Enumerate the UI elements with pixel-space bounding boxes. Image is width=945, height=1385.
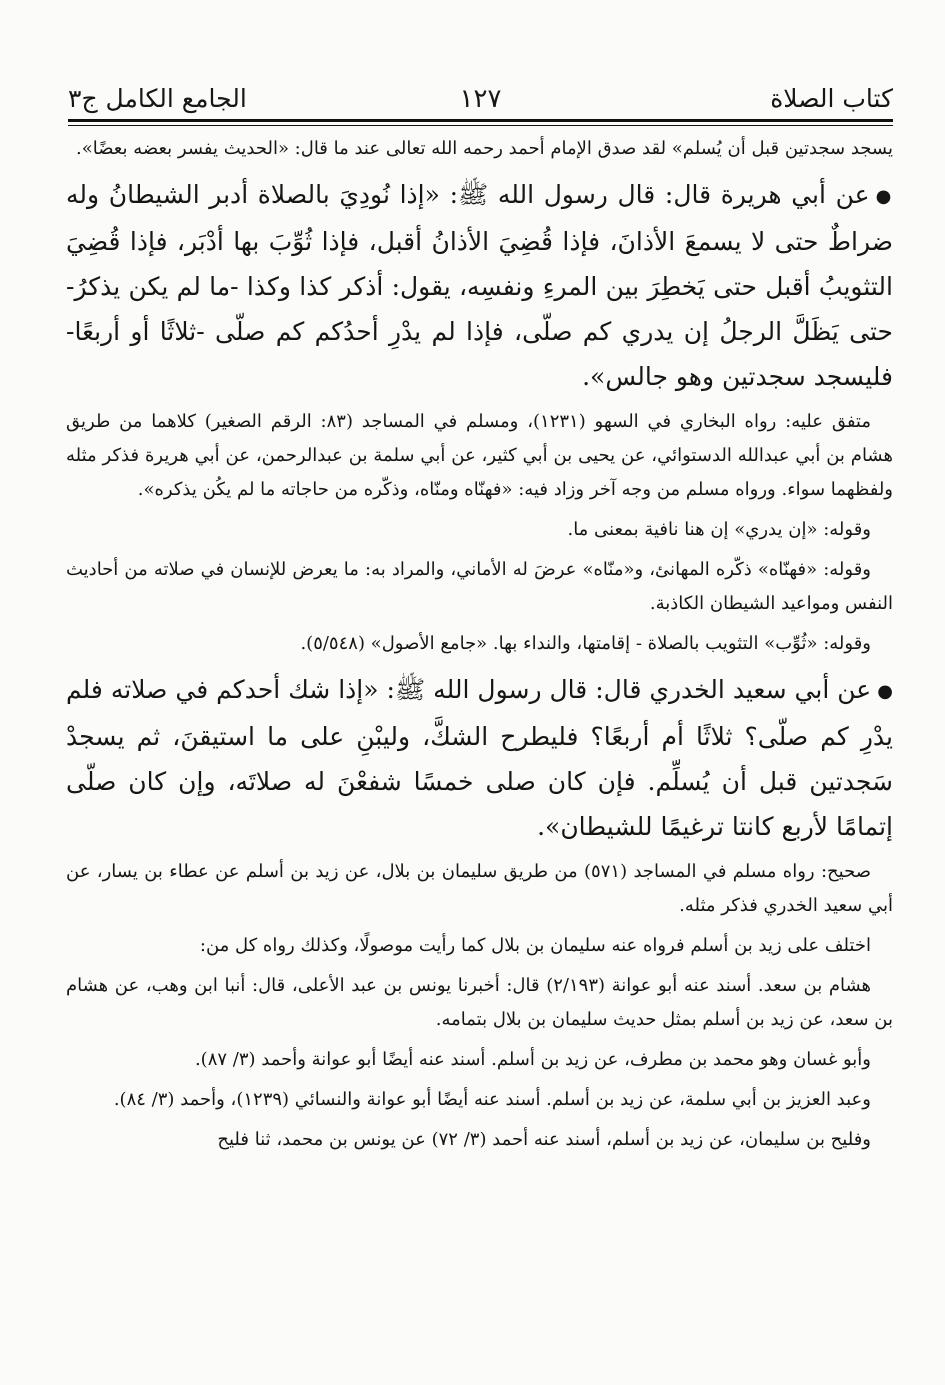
- page-number: ١٢٧: [459, 84, 502, 114]
- volume-title: الجامع الكامل ج٣: [68, 84, 247, 113]
- paragraph: وعبد العزيز بن أبي سلمة، عن زيد بن أسلم. أسند عنه أيضًا أبو عوانة والنسائي (١٢٣٩)، وأحمد (٣/ ٨٤).: [113, 1089, 871, 1110]
- paragraph: وفليح بن سليمان، عن زيد بن أسلم، أسند عنه أحمد (٣/ ٧٢) عن يونس بن محمد، ثنا فليح: [217, 1129, 871, 1150]
- paragraph: يسجد سجدتين قبل أن يُسلم» لقد صدق الإمام أحمد رحمه الله تعالى عند ما قال: «الحديث يفسر بعضه بعضًا».: [75, 138, 893, 159]
- hadith-paragraph: ●عن أبي هريرة قال: قال رسول الله ﷺ: «إذا نُودِيَ بالصلاة أدبر الشيطانُ وله ضراطٌ حتى لا يسمعَ الأذانَ، فإذا قُضِيَ الأذانُ أقبل، فإذا ثُوِّبَ بها أدْبَر، فإذا قُضِيَ التثويبُ أقبل حتى يَخطِرَ بين المرءِ ونفسِه، يقول: أذكر كذا وكذا -ما لم يكن يذكرُ- حتى يَظَلَّ الرجلُ إن يدري كم صلّى، فإذا لم يدْرِ أحدُكم كم صلّى -ثلاثًا أو أربعًا- فليسجد سجدتين وهو جالس».: [66, 180, 893, 391]
- hadith-paragraph: ●عن أبي سعيد الخدري قال: قال رسول الله ﷺ: «إذا شك أحدكم في صلاته فلم يدْرِ كم صلّى؟ ثلاثًا أم أربعًا؟ فليطرح الشكَّ، وليبْنِ على ما استيقنَ، ثم يسجدْ سَجدتين قبل أن يُسلِّم. فإن كان صلى خمسًا شفعْنَ له صلاتَه، وإن كان صلّى إتمامًا لأربع كانتا ترغيمًا للشيطان».: [66, 675, 893, 841]
- paragraph: وقوله: «ثُوِّب» التثويب بالصلاة - إقامتها، والنداء بها. «جامع الأصول» (٥/٥٤٨).: [300, 633, 871, 654]
- takhrij-paragraph: صحيح: رواه مسلم في المساجد (٥٧١) من طريق سليمان بن بلال، عن زيد بن أسلم عن عطاء بن يسار، عن أبي سعيد الخدري فذكر مثله.: [66, 861, 893, 916]
- paragraph: هشام بن سعد. أسند عنه أبو عوانة (٢/١٩٣) قال: أخبرنا يونس بن عبد الأعلى، قال: أنبا ابن وهب، عن هشام بن سعد، عن زيد بن أسلم بمثل حديث سليمان بن بلال بتمامه.: [66, 975, 893, 1030]
- paragraph: وقوله: «فهنّاه» ذكّره المهانئ، و«منّاه» عرضَ له الأماني، والمراد به: ما يعرض للإنسان في صلاته من أحاديث النفس ومواعيد الشيطان الكاذبة.: [66, 559, 893, 614]
- bullet-icon: ●: [875, 186, 893, 207]
- paragraph: وأبو غسان وهو محمد بن مطرف، عن زيد بن أسلم. أسند عنه أيضًا أبو عوانة وأحمد (٣/ ٨٧).: [194, 1049, 871, 1070]
- paragraph: وقوله: «إن يدري» إن هنا نافية بمعنى ما.: [567, 519, 871, 540]
- page-header: [68, 66, 893, 116]
- paragraph: اختلف على زيد بن أسلم فرواه عنه سليمان بن بلال كما رأيت موصولًا، وكذلك رواه كل من:: [199, 935, 871, 956]
- bullet-icon: ●: [877, 681, 893, 702]
- book-title: كتاب الصلاة: [770, 84, 893, 113]
- page-body: [66, 132, 893, 1157]
- header-rule: [68, 119, 893, 126]
- takhrij-paragraph: متفق عليه: رواه البخاري في السهو (١٢٣١)، ومسلم في المساجد (٨٣: الرقم الصغير) كلاهما من طريق هشام بن أبي عبدالله الدستوائي، عن يحيى بن أبي كثير، عن أبي سلمة بن عبدالرحمن، عن أبي هريرة فذكر مثله ولفظهما سواء. ورواه مسلم من وجه آخر وزاد فيه: «فهنّاه ومنّاه، وذكّره من حاجاته ما لم يكُن يذكره».: [66, 411, 893, 500]
